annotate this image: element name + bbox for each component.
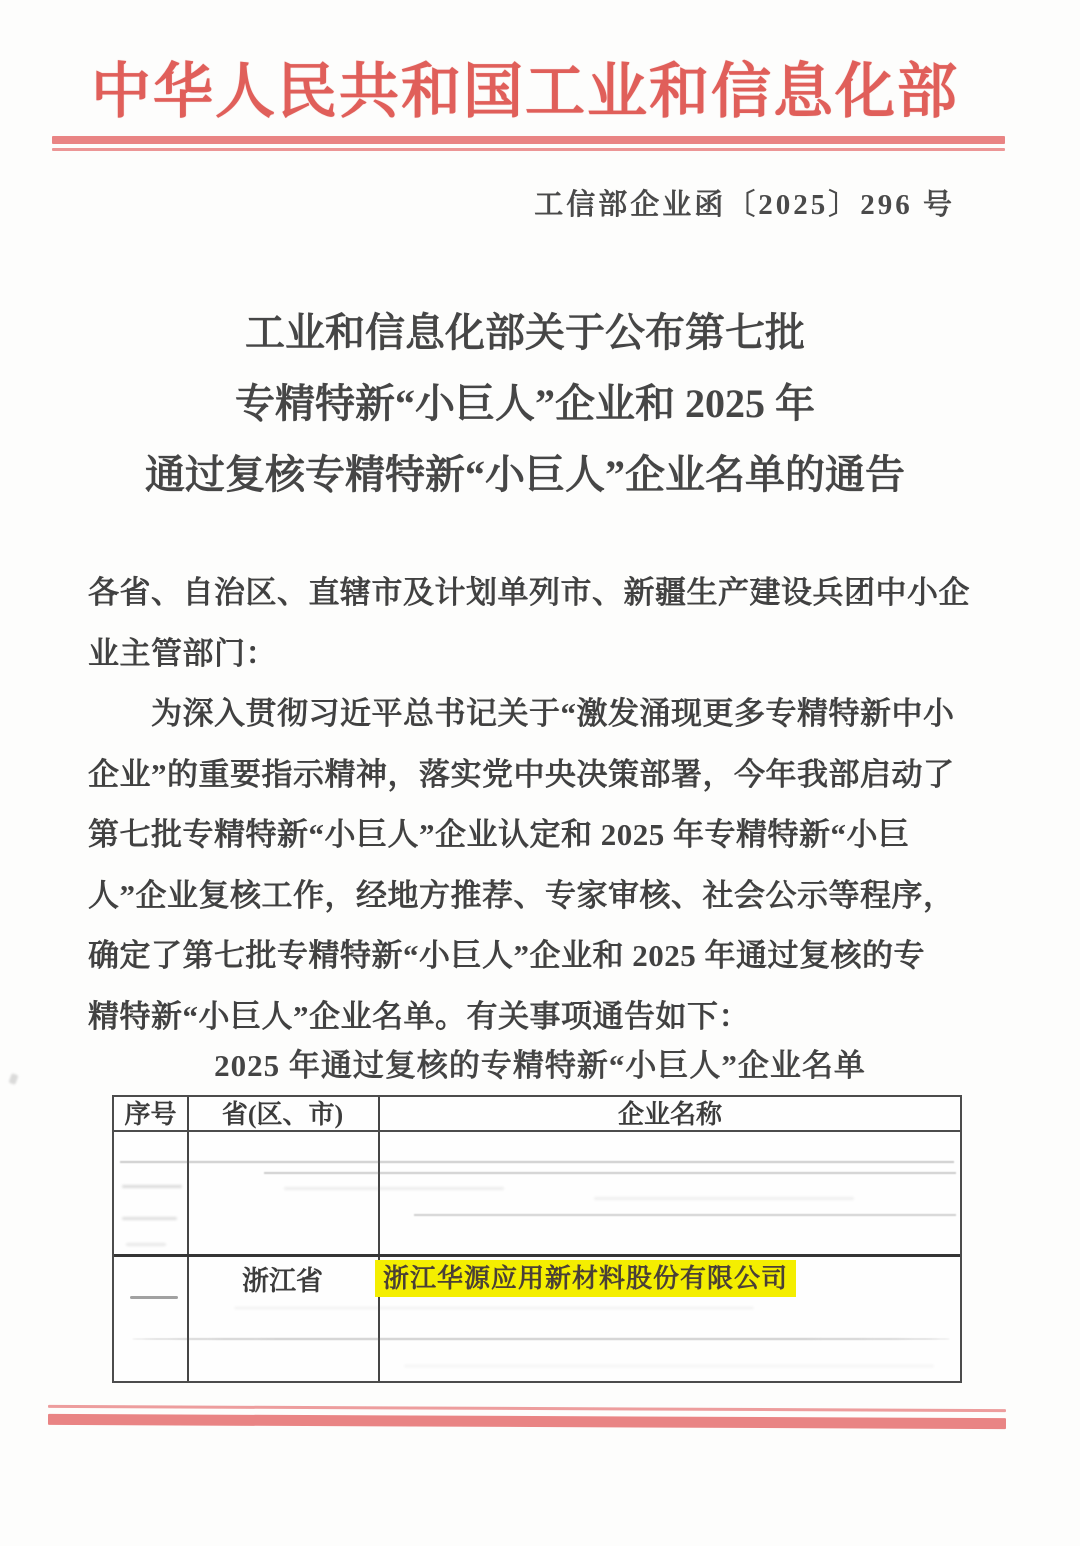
redacted-row-line <box>414 1214 956 1216</box>
redaction-smudge <box>234 1307 754 1309</box>
body-text <box>88 563 988 1047</box>
redaction-smudge <box>594 1197 854 1200</box>
table-caption: 2025 年通过复核的专精特新“小巨人”企业名单 <box>214 1048 866 1083</box>
body-line: 为深入贯彻习近平总书记关于“激发涌现更多专精特新中小 <box>151 696 955 731</box>
agency-header: 中华人民共和国工业和信息化部 <box>91 59 959 125</box>
column-header-seq: 序号 <box>124 1100 177 1129</box>
company-table <box>112 1095 962 1383</box>
redaction-smudge <box>126 1243 166 1246</box>
body-line: 企业”的重要指示精神，落实党中央决策部署，今年我部启动了 <box>88 756 955 792</box>
body-line: 业主管部门： <box>88 635 277 671</box>
column-header-company: 企业名称 <box>617 1100 722 1129</box>
company-name-highlighted: 浙江华源应用新材料股份有限公司 <box>375 1260 796 1297</box>
province-cell: 浙江省 <box>242 1266 323 1296</box>
redaction-smudge <box>122 1217 177 1220</box>
redacted-row-line <box>264 1172 956 1174</box>
letterhead-rule-thin <box>52 148 1005 151</box>
document-number: 工信部企业函〔2025〕296 号 <box>534 189 955 221</box>
title-line-2: 专精特新“小巨人”企业和 2025 年 <box>235 381 815 426</box>
redacted-row-line <box>132 1338 950 1340</box>
letterhead-rule-thick <box>52 136 1005 144</box>
table-section-divider <box>114 1254 960 1257</box>
body-line: 确定了第七批专精特新“小巨人”企业和 2025 年通过复核的专 <box>88 938 925 973</box>
body-line: 第七批专精特新“小巨人”企业认定和 2025 年专精特新“小巨 <box>88 817 910 852</box>
footer-rule-thin <box>48 1405 1006 1412</box>
body-line: 人”企业复核工作，经地方推荐、专家审核、社会公示等程序， <box>88 877 955 913</box>
redaction-smudge <box>404 1365 934 1367</box>
redaction-smudge <box>284 1187 504 1190</box>
redacted-seq-number <box>130 1296 178 1299</box>
body-line: 精特新“小巨人”企业名单。有关事项通告如下： <box>88 998 750 1034</box>
title-line-1: 工业和信息化部关于公布第七批 <box>245 310 805 355</box>
redacted-row-line <box>120 1161 954 1163</box>
column-header-province: 省(区、市) <box>221 1100 344 1129</box>
body-line: 各省、自治区、直辖市及计划单列市、新疆生产建设兵团中小企 <box>88 575 970 610</box>
table-header-divider <box>114 1130 960 1132</box>
redaction-smudge <box>122 1185 182 1188</box>
footer-rule-thick <box>48 1414 1006 1429</box>
document-title <box>0 297 1050 510</box>
title-line-3: 通过复核专精特新“小巨人”企业名单的通告 <box>145 452 905 497</box>
